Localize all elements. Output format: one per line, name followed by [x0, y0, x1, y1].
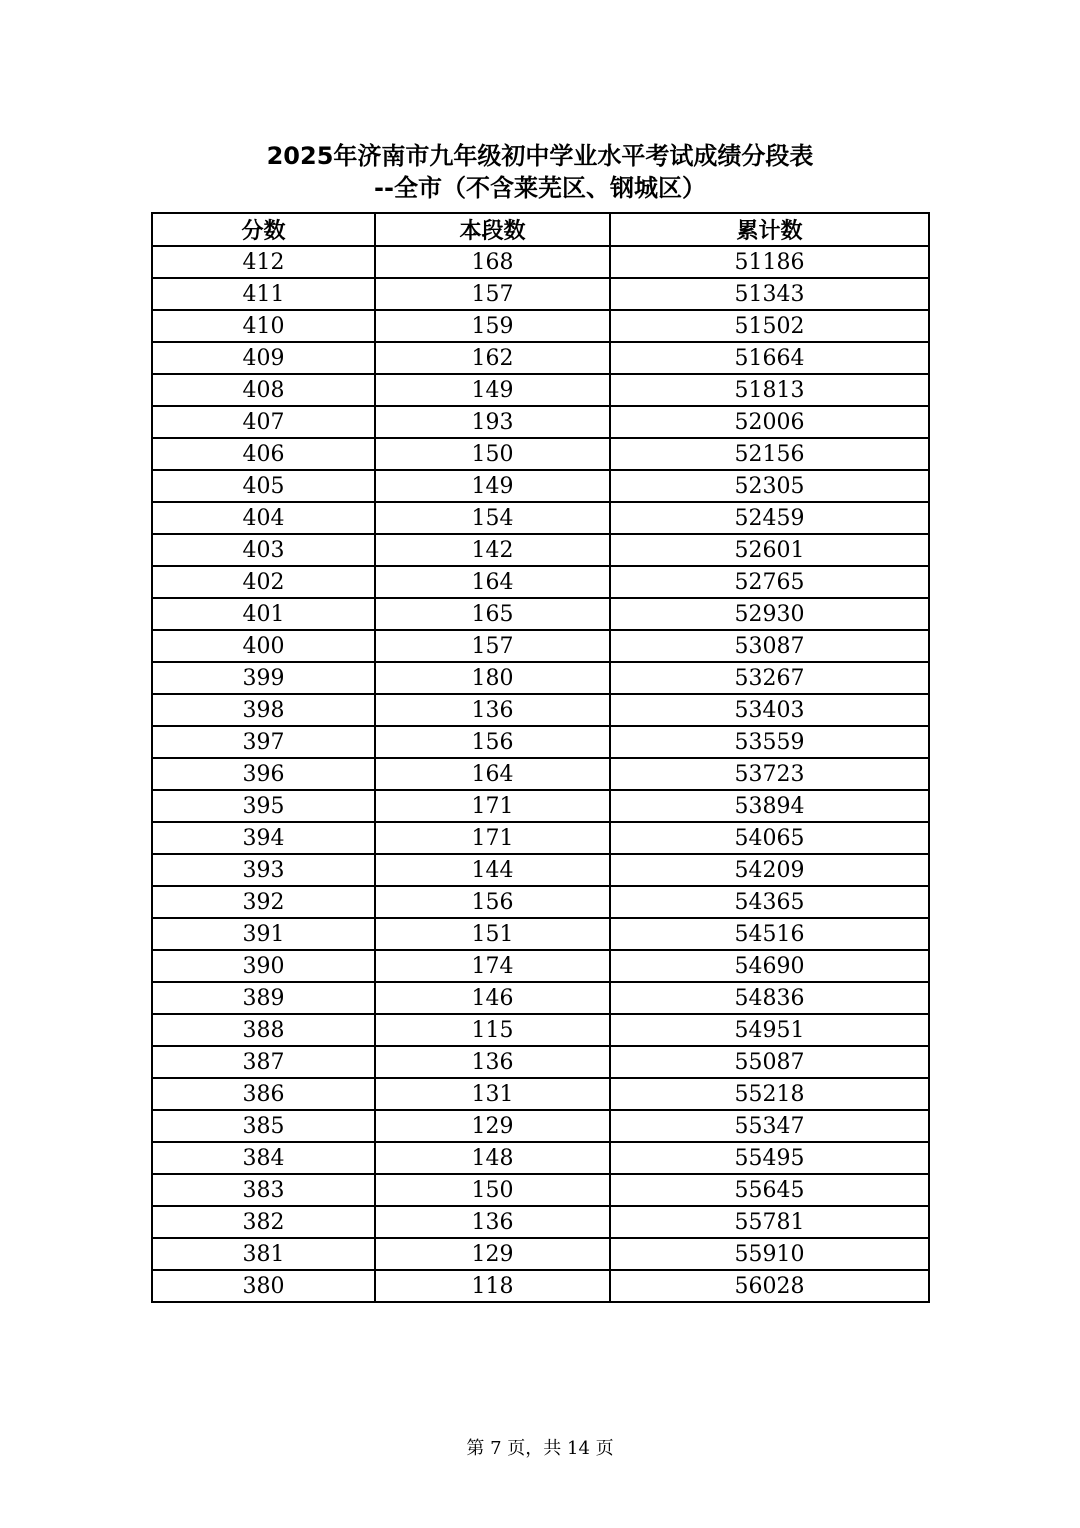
- cell-cumulative-count: 54951: [610, 1014, 929, 1046]
- table-row: [152, 854, 929, 886]
- cell-score: 394: [152, 822, 375, 854]
- table-row: [152, 822, 929, 854]
- cell-score: 399: [152, 662, 375, 694]
- cell-score: 384: [152, 1142, 375, 1174]
- cell-score: 395: [152, 790, 375, 822]
- cell-segment-count: 168: [375, 246, 610, 278]
- cell-segment-count: 180: [375, 662, 610, 694]
- table-row: [152, 310, 929, 342]
- cell-cumulative-count: 53087: [610, 630, 929, 662]
- table-row: [152, 470, 929, 502]
- cell-cumulative-count: 54836: [610, 982, 929, 1014]
- cell-score: 387: [152, 1046, 375, 1078]
- cell-segment-count: 148: [375, 1142, 610, 1174]
- page-number: 第 7 页，共 14 页: [466, 1438, 614, 1459]
- cell-segment-count: 154: [375, 502, 610, 534]
- cell-score: 407: [152, 406, 375, 438]
- cell-segment-count: 131: [375, 1078, 610, 1110]
- cell-score: 402: [152, 566, 375, 598]
- cell-segment-count: 151: [375, 918, 610, 950]
- table-row: [152, 758, 929, 790]
- table-row: [152, 1270, 929, 1302]
- cell-cumulative-count: 54065: [610, 822, 929, 854]
- cell-segment-count: 149: [375, 374, 610, 406]
- table-row: [152, 886, 929, 918]
- table-row: [152, 1174, 929, 1206]
- table-row: [152, 726, 929, 758]
- cell-score: 388: [152, 1014, 375, 1046]
- cell-segment-count: 171: [375, 822, 610, 854]
- cell-cumulative-count: 51664: [610, 342, 929, 374]
- cell-cumulative-count: 53267: [610, 662, 929, 694]
- cell-score: 380: [152, 1270, 375, 1302]
- cell-segment-count: 156: [375, 726, 610, 758]
- table-row: [152, 406, 929, 438]
- cell-cumulative-count: 53894: [610, 790, 929, 822]
- cell-cumulative-count: 56028: [610, 1270, 929, 1302]
- cell-score: 406: [152, 438, 375, 470]
- table-row: [152, 1110, 929, 1142]
- header-cumulative-count: 累计数: [610, 213, 929, 246]
- cell-cumulative-count: 53723: [610, 758, 929, 790]
- cell-cumulative-count: 51502: [610, 310, 929, 342]
- cell-segment-count: 150: [375, 1174, 610, 1206]
- cell-score: 411: [152, 278, 375, 310]
- table-row: [152, 278, 929, 310]
- cell-segment-count: 162: [375, 342, 610, 374]
- cell-score: 393: [152, 854, 375, 886]
- table-header-row: [152, 213, 929, 246]
- cell-score: 410: [152, 310, 375, 342]
- cell-score: 408: [152, 374, 375, 406]
- cell-cumulative-count: 52006: [610, 406, 929, 438]
- table-row: [152, 598, 929, 630]
- cell-segment-count: 129: [375, 1238, 610, 1270]
- cell-cumulative-count: 55087: [610, 1046, 929, 1078]
- document-subtitle: --全市（不含莱芜区、钢城区）: [374, 174, 706, 202]
- table-row: [152, 950, 929, 982]
- cell-cumulative-count: 54690: [610, 950, 929, 982]
- table-row: [152, 790, 929, 822]
- cell-score: 389: [152, 982, 375, 1014]
- cell-cumulative-count: 54365: [610, 886, 929, 918]
- cell-cumulative-count: 55645: [610, 1174, 929, 1206]
- cell-cumulative-count: 52930: [610, 598, 929, 630]
- cell-segment-count: 165: [375, 598, 610, 630]
- cell-score: 385: [152, 1110, 375, 1142]
- cell-cumulative-count: 51813: [610, 374, 929, 406]
- cell-cumulative-count: 52156: [610, 438, 929, 470]
- cell-score: 392: [152, 886, 375, 918]
- cell-score: 390: [152, 950, 375, 982]
- cell-segment-count: 171: [375, 790, 610, 822]
- score-distribution-table: [151, 212, 930, 1303]
- cell-cumulative-count: 54209: [610, 854, 929, 886]
- cell-segment-count: 129: [375, 1110, 610, 1142]
- cell-score: 381: [152, 1238, 375, 1270]
- cell-cumulative-count: 51186: [610, 246, 929, 278]
- cell-segment-count: 115: [375, 1014, 610, 1046]
- table-row: [152, 982, 929, 1014]
- table-body: [152, 246, 929, 1302]
- cell-segment-count: 136: [375, 1206, 610, 1238]
- table-row: [152, 630, 929, 662]
- table-row: [152, 374, 929, 406]
- table-row: [152, 694, 929, 726]
- table-row: [152, 566, 929, 598]
- cell-cumulative-count: 52765: [610, 566, 929, 598]
- cell-segment-count: 157: [375, 278, 610, 310]
- table-row: [152, 1078, 929, 1110]
- cell-score: 405: [152, 470, 375, 502]
- cell-score: 412: [152, 246, 375, 278]
- cell-cumulative-count: 52305: [610, 470, 929, 502]
- cell-cumulative-count: 55347: [610, 1110, 929, 1142]
- cell-cumulative-count: 52601: [610, 534, 929, 566]
- table-row: [152, 662, 929, 694]
- cell-segment-count: 156: [375, 886, 610, 918]
- cell-cumulative-count: 55910: [610, 1238, 929, 1270]
- table-row: [152, 1206, 929, 1238]
- cell-cumulative-count: 55781: [610, 1206, 929, 1238]
- cell-cumulative-count: 55495: [610, 1142, 929, 1174]
- header-segment-count: 本段数: [375, 213, 610, 246]
- table-row: [152, 918, 929, 950]
- cell-score: 391: [152, 918, 375, 950]
- cell-segment-count: 146: [375, 982, 610, 1014]
- table-row: [152, 1046, 929, 1078]
- cell-score: 401: [152, 598, 375, 630]
- cell-segment-count: 150: [375, 438, 610, 470]
- header-score: 分数: [152, 213, 375, 246]
- cell-score: 404: [152, 502, 375, 534]
- cell-cumulative-count: 53559: [610, 726, 929, 758]
- cell-segment-count: 142: [375, 534, 610, 566]
- table-row: [152, 246, 929, 278]
- cell-score: 400: [152, 630, 375, 662]
- cell-score: 386: [152, 1078, 375, 1110]
- cell-score: 409: [152, 342, 375, 374]
- cell-segment-count: 149: [375, 470, 610, 502]
- table-row: [152, 342, 929, 374]
- table-row: [152, 534, 929, 566]
- cell-cumulative-count: 53403: [610, 694, 929, 726]
- cell-segment-count: 164: [375, 566, 610, 598]
- cell-segment-count: 164: [375, 758, 610, 790]
- cell-segment-count: 136: [375, 1046, 610, 1078]
- table-row: [152, 502, 929, 534]
- table-row: [152, 1142, 929, 1174]
- cell-score: 383: [152, 1174, 375, 1206]
- cell-cumulative-count: 51343: [610, 278, 929, 310]
- cell-segment-count: 157: [375, 630, 610, 662]
- cell-score: 398: [152, 694, 375, 726]
- cell-cumulative-count: 54516: [610, 918, 929, 950]
- table-row: [152, 1014, 929, 1046]
- cell-segment-count: 144: [375, 854, 610, 886]
- cell-segment-count: 174: [375, 950, 610, 982]
- document-title: 2025年济南市九年级初中学业水平考试成绩分段表: [266, 142, 814, 170]
- cell-score: 403: [152, 534, 375, 566]
- cell-segment-count: 193: [375, 406, 610, 438]
- cell-cumulative-count: 52459: [610, 502, 929, 534]
- table-row: [152, 438, 929, 470]
- cell-segment-count: 118: [375, 1270, 610, 1302]
- table-row: [152, 1238, 929, 1270]
- cell-segment-count: 159: [375, 310, 610, 342]
- cell-score: 396: [152, 758, 375, 790]
- cell-cumulative-count: 55218: [610, 1078, 929, 1110]
- cell-segment-count: 136: [375, 694, 610, 726]
- cell-score: 382: [152, 1206, 375, 1238]
- cell-score: 397: [152, 726, 375, 758]
